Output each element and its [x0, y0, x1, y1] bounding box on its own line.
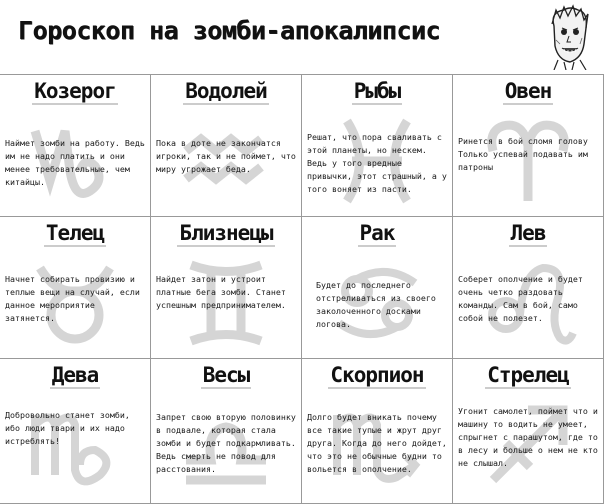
- sign-name: Близнецы: [179, 221, 273, 245]
- sign-name: Весы: [202, 363, 250, 387]
- sign-card-capricorn: [0, 75, 151, 217]
- sign-prediction: Соберет ополчение и будет очень четко раздовать команды. Сам в бой, само собой не полезет.: [458, 274, 583, 323]
- sign-card-leo: [453, 217, 604, 359]
- sign-prediction: Найдет затон и устроит платные бега зомби. Станет успешным предпринимателем.: [156, 274, 286, 310]
- sign-prediction: Наймет зомби на работу. Ведь им не надо платить и они менее требовательные, чем китайцы.: [5, 138, 145, 187]
- sign-card-libra: [151, 359, 302, 504]
- sign-prediction: Ринется в бой сломя голову Только успевай подавать им патроны: [458, 136, 588, 172]
- sign-prediction: Запрет свою вторую половинку в подвале, которая стала зомби и будет подкармливать. Ведь смерть не повод для расстования.: [156, 412, 296, 474]
- sign-name: Рыбы: [353, 79, 401, 103]
- sign-name: Телец: [45, 221, 105, 245]
- sign-prediction: Долго будет вникать почему все такие тупые и жрут друг друга. Когда до него дойдет, что это не обычные будни то вольется в ополчение.: [307, 412, 447, 474]
- page-title: Гороскоп на зомби-апокалипсис: [18, 16, 440, 45]
- sign-card-gemini: [151, 217, 302, 359]
- zombie-head-illustration: [540, 4, 596, 70]
- sign-name: Козерог: [34, 79, 116, 103]
- sign-prediction: Будет до последнего отстреливаться из своего заколоченного досками логова.: [316, 280, 436, 329]
- sign-name: Лев: [510, 221, 546, 245]
- sign-card-aries: [453, 75, 604, 217]
- sign-card-cancer: [302, 217, 453, 359]
- sign-prediction: Решат, что пора сваливать с этой планеты, но нескем. Ведь у того вредные привычки, этот страшный, а у того воняет из пасти.: [307, 132, 447, 194]
- sign-name: Стрелец: [487, 363, 569, 387]
- sign-prediction: Угонит самолет, поймет что и машину то водить не умеет, спрыгнет с парашутом, где то в лесу и больше о нем не кто не слышал.: [458, 406, 598, 468]
- sign-prediction: Пока в доте не закончатся игроки, так и не поймет, что миру угрожает беда.: [156, 138, 296, 174]
- sign-card-taurus: [0, 217, 151, 359]
- sign-name: Скорпион: [330, 363, 424, 387]
- sign-card-pisces: [302, 75, 453, 217]
- sign-prediction: Добровольно станет зомби, ибо люди твари и их надо истреблять!: [5, 410, 130, 446]
- sign-name: Рак: [359, 221, 395, 245]
- sign-card-scorpio: [302, 359, 453, 504]
- sign-card-sagittarius: [453, 359, 604, 504]
- sign-name: Овен: [504, 79, 552, 103]
- page-header: [0, 0, 604, 72]
- sign-card-virgo: [0, 359, 151, 504]
- sign-name: Дева: [51, 363, 99, 387]
- sign-name: Водолей: [185, 79, 267, 103]
- sign-card-aquarius: [151, 75, 302, 217]
- sign-prediction: Начнет собирать провизию и теплые вещи на случай, если данное мероприятие затянется.: [5, 274, 140, 323]
- horoscope-grid: [0, 74, 604, 504]
